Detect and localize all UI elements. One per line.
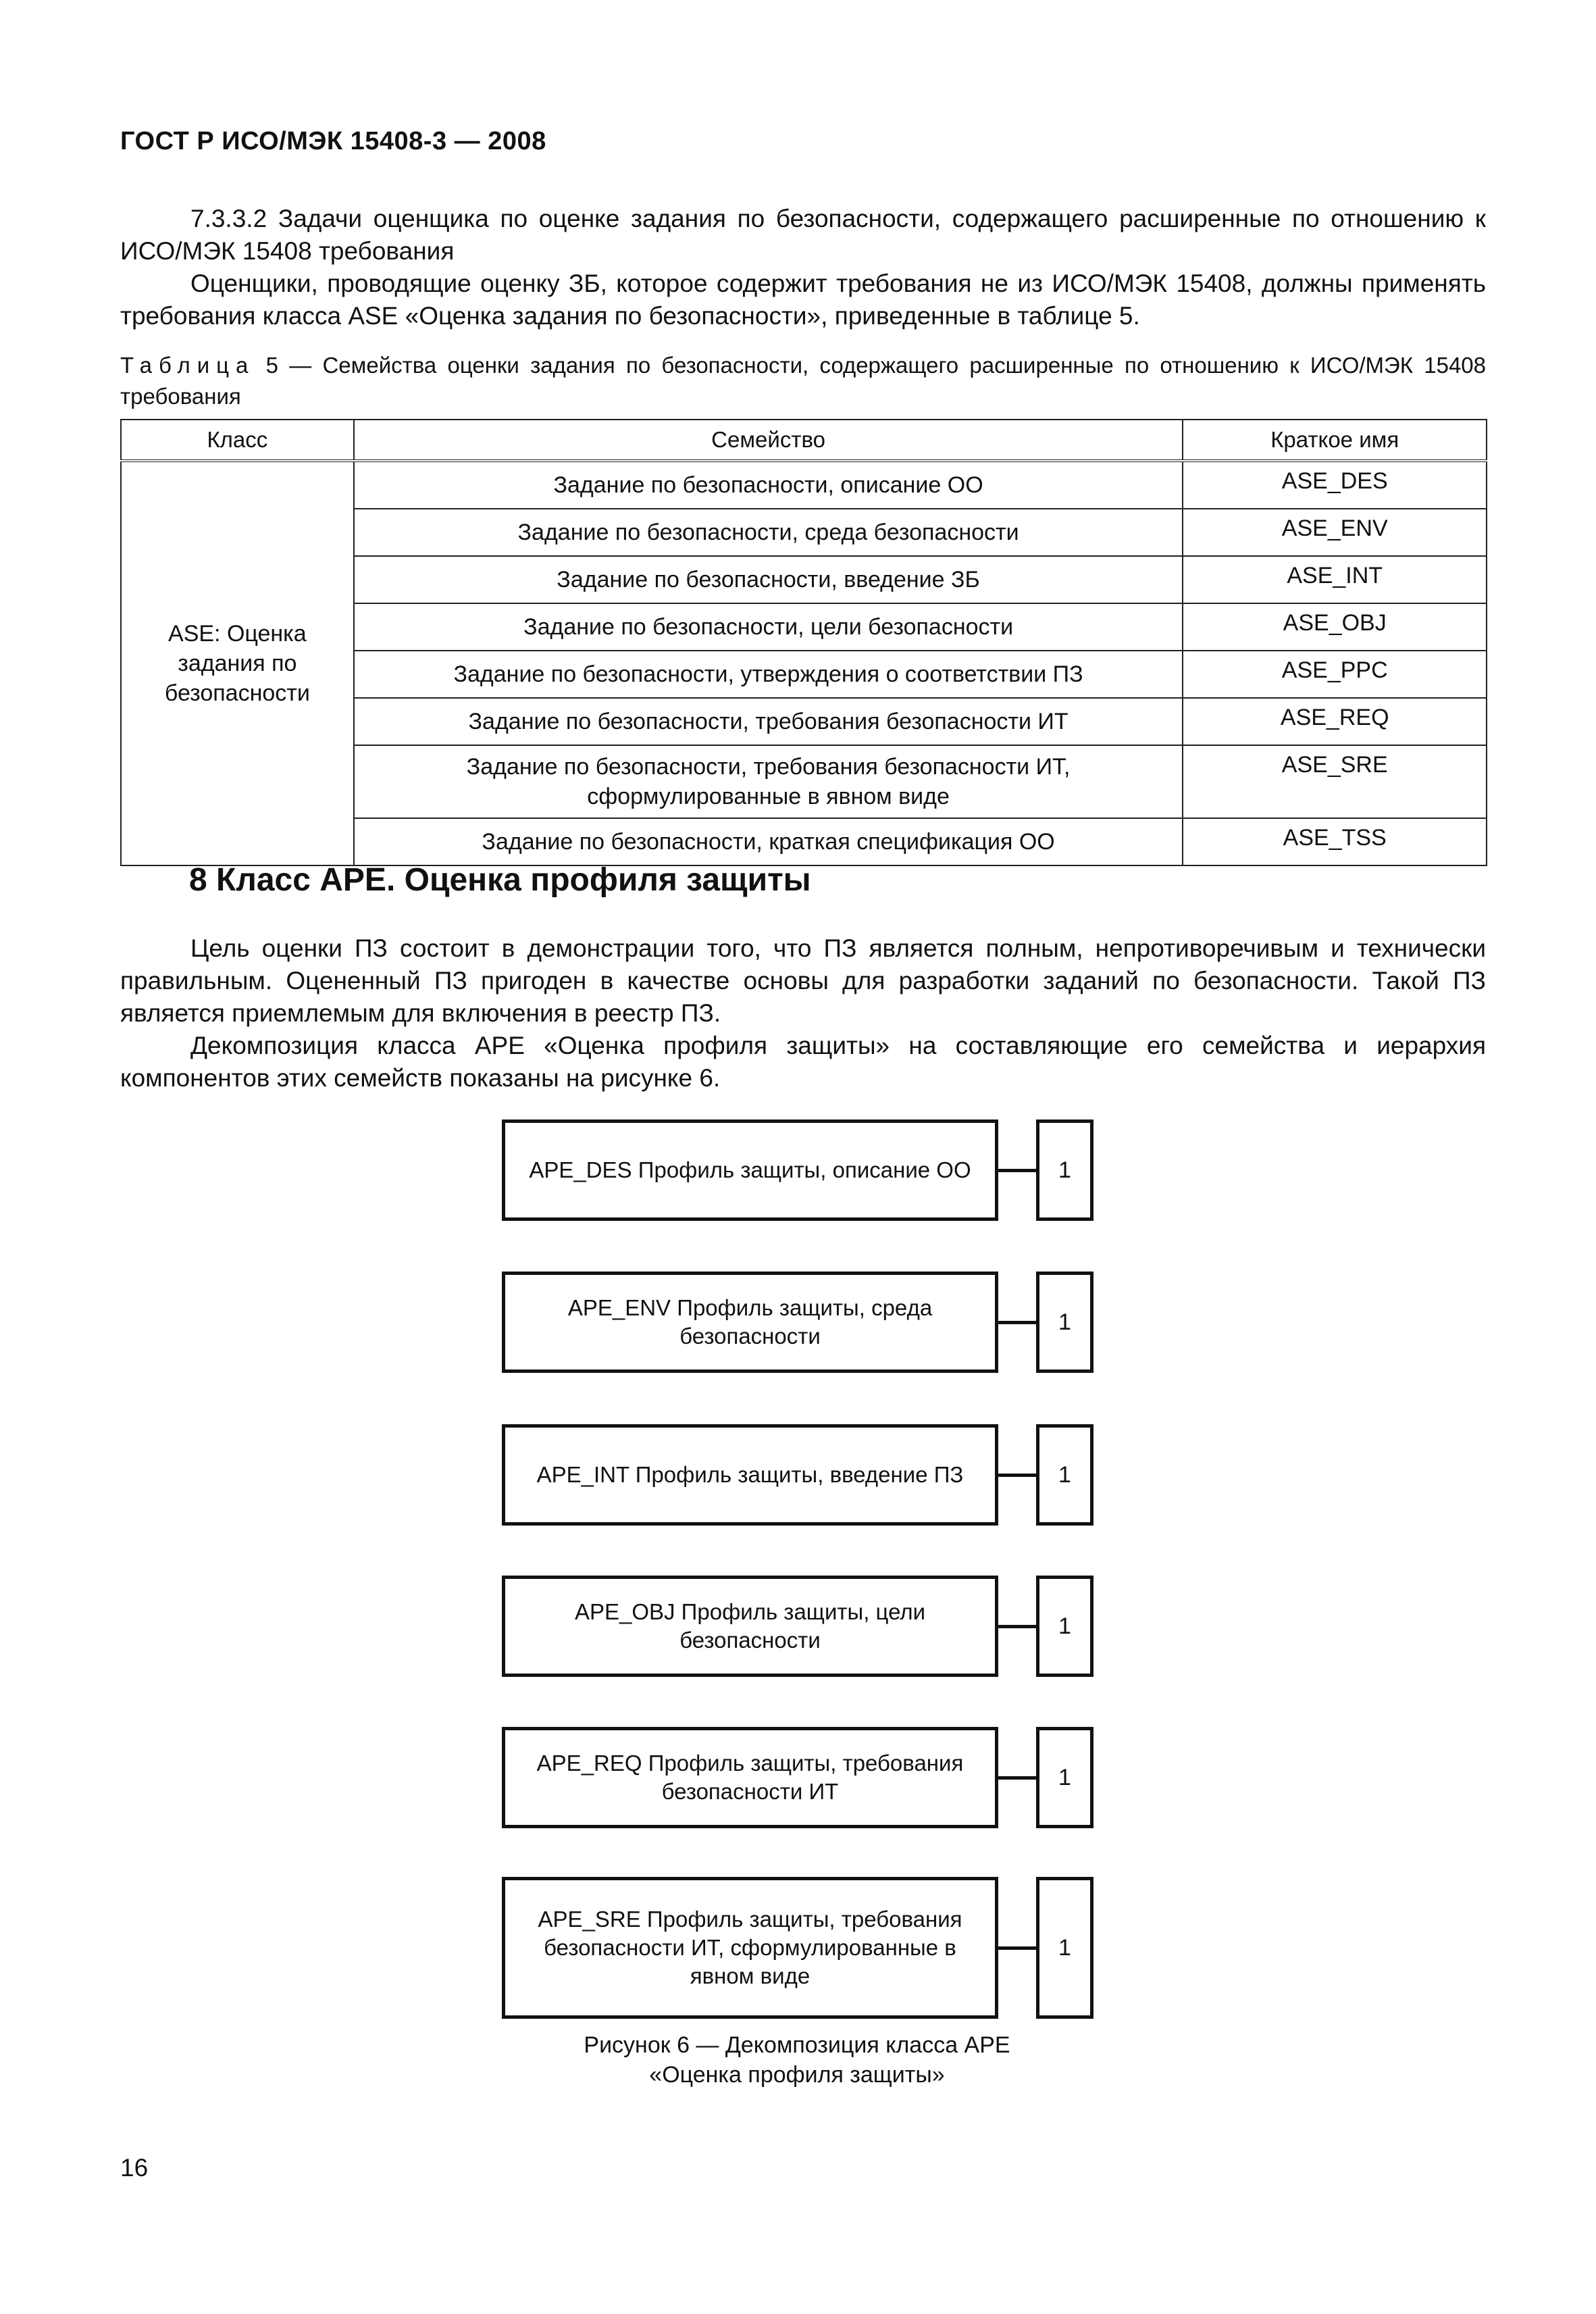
abbr-cell: ASE_ENV [1183, 509, 1487, 556]
intro-paragraph-2 [120, 268, 1486, 332]
intro-p1-text: 7.3.3.2 Задачи оценщика по оценке задания по безопасности, содержащего расширенные по отношению к ИСО/МЭК 15408 требования [120, 205, 1486, 265]
table-row [121, 461, 1487, 509]
figure-caption-line-2: «Оценка профиля защиты» [649, 2062, 945, 2088]
abbr-cell: ASE_DES [1183, 461, 1487, 509]
header-class: Класс [121, 420, 354, 461]
abbr-cell: ASE_TSS [1183, 818, 1487, 865]
abbr-cell: ASE_PPC [1183, 651, 1487, 698]
families-table [120, 419, 1487, 866]
family-box-ape-req: APE_REQ Профиль защиты, требования безопасности ИТ [502, 1727, 998, 1828]
family-box-ape-int: APE_INT Профиль защиты, введение ПЗ [502, 1424, 998, 1526]
component-level-box: 1 [1036, 1272, 1093, 1373]
component-level-box: 1 [1036, 1877, 1093, 2019]
family-cell: Задание по безопасности, требования безопасности ИТ, сформулированные в явном виде [354, 745, 1183, 818]
header-family: Семейство [354, 420, 1183, 461]
document-header: ГОСТ Р ИСО/МЭК 15408-3 — 2008 [120, 127, 546, 155]
figure-caption [473, 2030, 1121, 2090]
family-cell: Задание по безопасности, цели безопасности [354, 603, 1183, 651]
component-level-box: 1 [1036, 1424, 1093, 1526]
family-cell: Задание по безопасности, утверждения о соответствии ПЗ [354, 651, 1183, 698]
header-short-name: Краткое имя [1183, 420, 1487, 461]
component-level-box: 1 [1036, 1576, 1093, 1677]
connector-line [998, 1321, 1036, 1324]
table-header-row [121, 420, 1487, 461]
table-caption-label: Таблица [120, 353, 255, 378]
connector-line [998, 1169, 1036, 1172]
page-number: 16 [120, 2154, 149, 2182]
component-level-box: 1 [1036, 1727, 1093, 1828]
class-cell: ASE: Оценка задания по безопасности [121, 461, 354, 865]
family-box-ape-sre: APE_SRE Профиль защиты, требования безопасности ИТ, сформулированные в явном виде [502, 1877, 998, 2019]
section-p1-text: Цель оценки ПЗ состоит в демонстрации того, что ПЗ является полным, непротиворечивым и технически правильным. Оцененный ПЗ пригоден в качестве основы для разработки заданий по безопасности. Такой ПЗ является приемлемым для включения в реестр ПЗ. [120, 934, 1486, 1027]
section-paragraph-1 [120, 932, 1486, 1030]
intro-p2-text: Оценщики, проводящие оценку ЗБ, которое содержит требования не из ИСО/МЭК 15408, должны применять требования класса ASE «Оценка задания по безопасности», приведенные в таблице 5. [120, 270, 1486, 330]
family-cell: Задание по безопасности, введение ЗБ [354, 556, 1183, 603]
intro-paragraph-1 [120, 203, 1486, 268]
table-caption-text: 5 — Семейства оценки задания по безопасности, содержащего расширенные по отношению к ИСО/МЭК 15408 требования [120, 353, 1487, 409]
table-caption [120, 350, 1486, 412]
family-cell: Задание по безопасности, требования безопасности ИТ [354, 698, 1183, 745]
section-heading: 8 Класс APE. Оценка профиля защиты [189, 862, 811, 898]
family-box-ape-env: APE_ENV Профиль защиты, среда безопасности [502, 1272, 998, 1373]
abbr-cell: ASE_REQ [1183, 698, 1487, 745]
family-box-ape-des: APE_DES Профиль защиты, описание ОО [502, 1120, 998, 1221]
connector-line [998, 1625, 1036, 1628]
family-cell: Задание по безопасности, среда безопасности [354, 509, 1183, 556]
family-box-ape-obj: APE_OBJ Профиль защиты, цели безопасности [502, 1576, 998, 1677]
family-cell: Задание по безопасности, описание ОО [354, 461, 1183, 509]
component-level-box: 1 [1036, 1120, 1093, 1221]
connector-line [998, 1474, 1036, 1477]
connector-line [998, 1946, 1036, 1950]
abbr-cell: ASE_SRE [1183, 745, 1487, 818]
abbr-cell: ASE_INT [1183, 556, 1487, 603]
abbr-cell: ASE_OBJ [1183, 603, 1487, 651]
connector-line [998, 1776, 1036, 1780]
section-paragraph-2 [120, 1030, 1486, 1095]
section-p2-text: Декомпозиция класса APE «Оценка профиля защиты» на составляющие его семейства и иерархия компонентов этих семейств показаны на рисунке 6. [120, 1032, 1486, 1092]
family-cell: Задание по безопасности, краткая спецификация ОО [354, 818, 1183, 865]
figure-caption-line-1: Рисунок 6 — Декомпозиция класса APE [584, 2032, 1010, 2058]
